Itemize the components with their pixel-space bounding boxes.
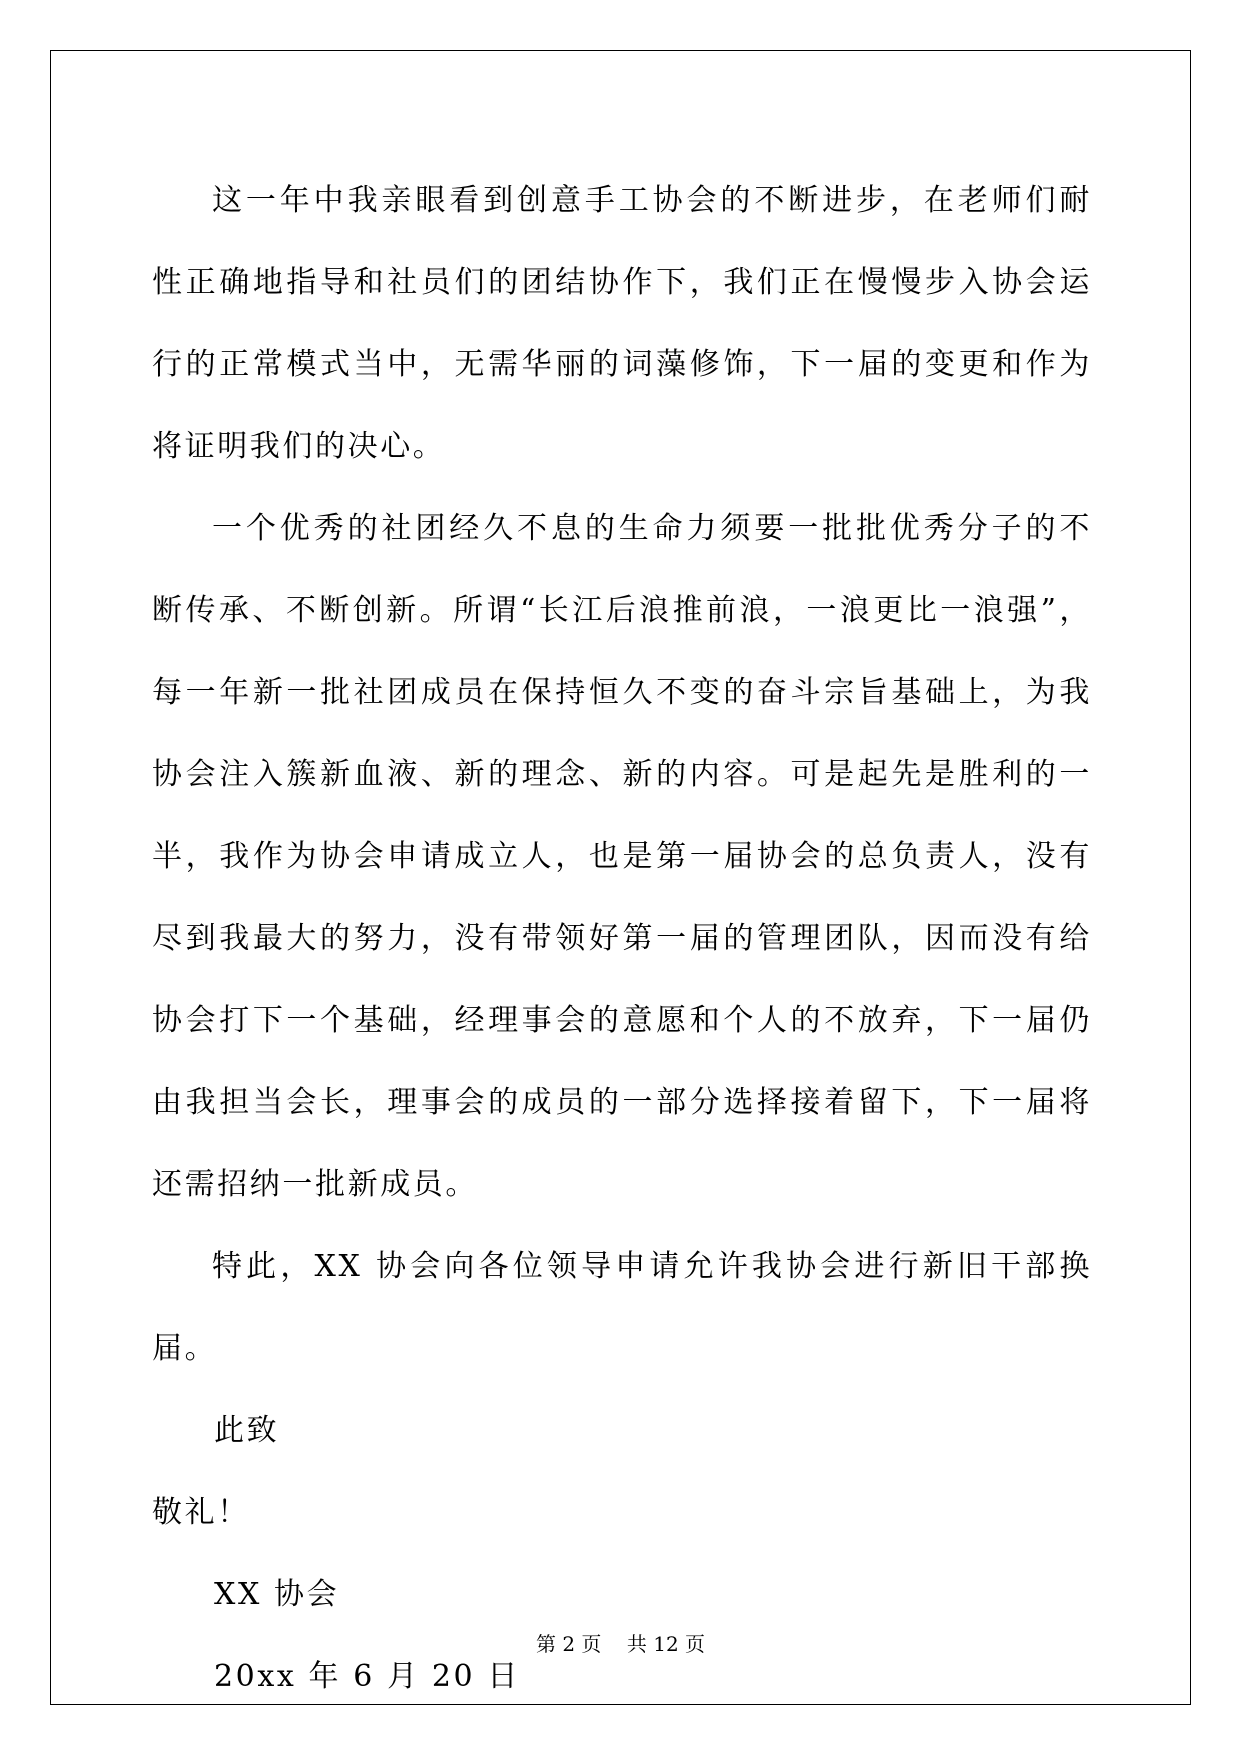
- paragraph-3: 特此，XX 协会向各位领导申请允许我协会进行新旧干部换届。: [152, 1249, 1092, 1366]
- page-number: 第 2 页: [535, 1632, 602, 1656]
- date-line: 20xx 年 6 月 20 日: [214, 1659, 520, 1694]
- signature-line: XX 协会: [214, 1577, 340, 1612]
- salutation-line: 敬礼！: [152, 1495, 250, 1530]
- document-body: [152, 160, 1092, 1718]
- paragraph-1: 这一年中我亲眼看到创意手工协会的不断进步，在老师们耐性正确地指导和社员们的团结协作下，我们正在慢慢步入协会运行的正常模式当中，无需华丽的词藻修饰，下一届的变更和作为将证明我们的决心。: [152, 183, 1092, 464]
- page-total: 共 12 页: [626, 1632, 706, 1656]
- page-footer: [0, 1628, 1241, 1657]
- paragraph-2: 一个优秀的社团经久不息的生命力须要一批批优秀分子的不断传承、不断创新。所谓“长江后浪推前浪，一浪更比一浪强”，每一年新一批社团成员在保持恒久不变的奋斗宗旨基础上，为我协会注入簇新血液、新的理念、新的内容。可是起先是胜利的一半，我作为协会申请成立人，也是第一届协会的总负责人，没有尽到我最大的努力，没有带领好第一届的管理团队，因而没有给协会打下一个基础，经理事会的意愿和个人的不放弃，下一届仍由我担当会长，理事会的成员的一部分选择接着留下，下一届将还需招纳一批新成员。: [152, 511, 1092, 1202]
- closing-line: 此致: [214, 1413, 280, 1448]
